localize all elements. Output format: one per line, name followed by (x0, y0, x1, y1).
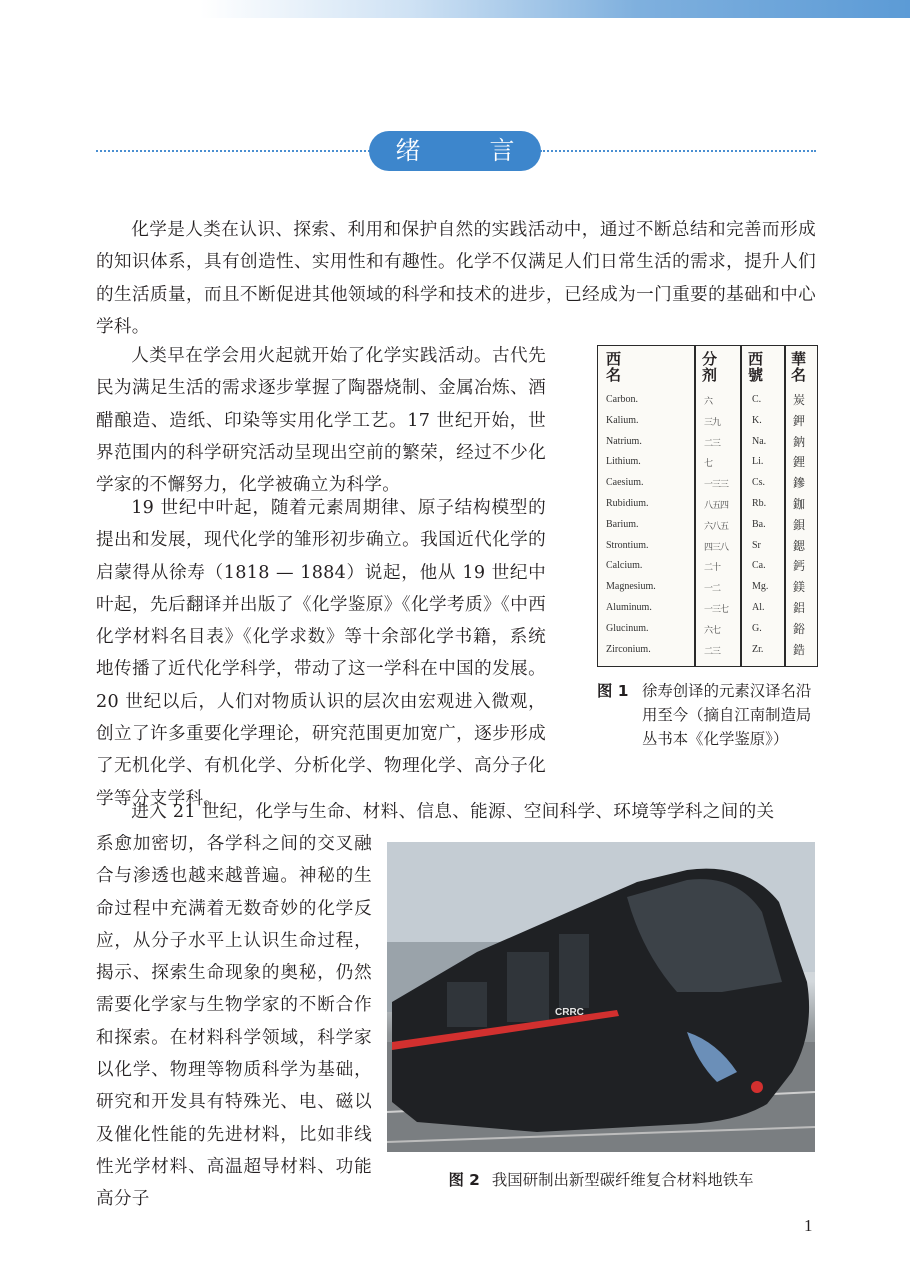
figure2-caption-text: 我国研制出新型碳纤维复合材料地铁车 (491, 1171, 754, 1189)
table-weight: 一三七 (704, 604, 729, 614)
table-symbol: Sr (752, 539, 761, 551)
table-symbol: Zr. (752, 643, 764, 655)
table-latin-name: Calcium. (606, 560, 643, 572)
paragraph-modern-chemistry: 19 世纪中叶起，随着元素周期律、原子结构模型的提出和发展，现代化学的雏形初步确立。我国近代化学的启蒙得从徐寿（1818 — 1884）说起，他从 19 世纪中叶起，先后翻译并出版了《化学鉴原》《化学考质》《中西化学材料名目表》《化学求数》等十余部化学书籍，系统地传播了近代化学科学，带动了这一学科在中国的发展。20 世纪以后，人们对物质认识的层次由宏观进入微观，创立了许多重要化学理论，研究范围更加宽广，逐步形成了无机化学、有机化学、分析化学、物理化学、高分子化学等分支学科。 (96, 498, 546, 809)
table-symbol: K. (752, 414, 762, 426)
table-latin-name: Aluminum. (606, 602, 652, 613)
table-symbol: Ca. (752, 560, 766, 572)
table-latin-name: Barium. (606, 518, 639, 530)
table-latin-name: Carbon. (606, 394, 638, 405)
table-weight: 六八五 (704, 520, 729, 531)
table-header-western-name: 西名 (606, 352, 622, 384)
figure-element-name-table (597, 345, 818, 667)
table-chinese-name: 鋁 (793, 601, 806, 615)
figure2-caption-number: 图 2 (448, 1171, 480, 1189)
table-weight: 一三三 (704, 479, 729, 490)
section-title: 绪 言 (369, 131, 541, 171)
title-rule-left (96, 150, 370, 152)
table-weight: 四三八 (704, 541, 729, 552)
table-chinese-name: 鈣 (793, 559, 806, 574)
table-symbol: Cs. (752, 477, 766, 489)
table-chinese-name: 鉫 (793, 497, 806, 511)
paragraph-21st-century-body: 系愈加密切，各学科之间的交叉融合与渗透也越来越普遍。神秘的生命过程中充满着无数奇妙的化学反应，从分子水平上认识生命过程，揭示、探索生命现象的奥秘，仍然需要化学家与生物学家的不断合作和探索。在材料科学领域，科学家以化学、物理等物质科学为基础，研究和开发具有特殊光、电、磁以及催化性能的先进材料，比如非线性光学材料、高温超导材料、功能高分子 (96, 834, 372, 1210)
crrc-logo: CRRC (555, 1007, 584, 1018)
table-latin-name: Zirconium. (606, 643, 651, 655)
title-rule-right (540, 150, 816, 152)
table-header-chinese-name: 華名 (791, 352, 807, 384)
table-symbol: Li. (752, 456, 764, 468)
table-weight: 一二 (704, 583, 721, 594)
table-latin-name: Caesium. (606, 477, 644, 489)
table-symbol: G. (752, 622, 762, 634)
table-chinese-name: 鋇 (793, 517, 806, 532)
table-header-symbol: 西號 (748, 352, 764, 384)
table-chinese-name: 鋰 (793, 455, 806, 470)
table-weight: 二三 (704, 645, 721, 656)
figure1-caption-text: 徐寿创译的元素汉译名沿用至今（摘自江南制造局丛书本《化学鉴原》） (642, 682, 812, 748)
table-weight: 二十 (704, 562, 721, 573)
table-weight: 六七 (704, 624, 721, 635)
header-gradient-bar (0, 0, 910, 18)
table-weight: 六 (704, 396, 713, 406)
table-symbol: Mg. (752, 581, 769, 593)
table-symbol: Al. (752, 602, 765, 613)
table-symbol: Ba. (752, 518, 766, 530)
paragraph-intro: 化学是人类在认识、探索、利用和保护自然的实践活动中，通过不断总结和完善而形成的知识体系，具有创造性、实用性和有趣性。化学不仅满足人们日常生活的需求，提升人们的生活质量，而且不断促进其他领域的科学和技术的进步，已经成为一门重要的基础和中心学科。 (96, 220, 816, 337)
figure1-caption-number: 图 1 (597, 682, 629, 700)
table-chinese-name: 鋯 (793, 642, 806, 657)
table-latin-name: Magnesium. (606, 581, 656, 593)
table-latin-name: Glucinum. (606, 622, 649, 634)
table-symbol: C. (752, 394, 762, 405)
table-symbol: Na. (752, 435, 767, 447)
table-chinese-name: 鍶 (793, 538, 806, 553)
figure-carbon-fiber-subway-train (387, 842, 815, 1152)
table-symbol: Rb. (752, 498, 767, 509)
page-number: 1 (804, 1216, 813, 1235)
table-chinese-name: 鉀 (793, 413, 806, 428)
table-chinese-name: 鋊 (793, 621, 806, 636)
paragraph-history: 人类早在学会用火起就开始了化学实践活动。古代先民为满足生活的需求逐步掌握了陶器烧制、金属冶炼、酒醋酿造、造纸、印染等实用化学工艺。17 世纪开始，世界范围内的科学研究活动呈现出空前的繁荣，经过不少化学家的不懈努力，化学被确立为科学。 (96, 346, 546, 496)
table-latin-name: Natrium. (606, 435, 642, 447)
train-illustration (387, 842, 815, 1152)
table-chinese-name: 鎂 (793, 580, 806, 595)
table-chinese-name: 炭 (793, 393, 806, 407)
table-weight: 八五四 (704, 500, 729, 510)
table-weight: 七 (704, 458, 713, 469)
table-chinese-name: 鈉 (793, 434, 806, 449)
table-latin-name: Lithium. (606, 456, 641, 468)
table-weight: 三九 (704, 416, 721, 427)
table-chinese-name: 鏒 (793, 476, 806, 491)
table-latin-name: Rubidium. (606, 498, 649, 509)
table-latin-name: Strontium. (606, 539, 649, 551)
table-header-weight: 分剂 (702, 352, 718, 384)
table-latin-name: Kalium. (606, 414, 639, 426)
figure2-caption (387, 1168, 815, 1190)
paragraph-21st-century-first-line: 进入 21 世纪，化学与生命、材料、信息、能源、空间科学、环境等学科之间的关 (131, 802, 775, 822)
table-weight: 二三 (704, 437, 721, 448)
